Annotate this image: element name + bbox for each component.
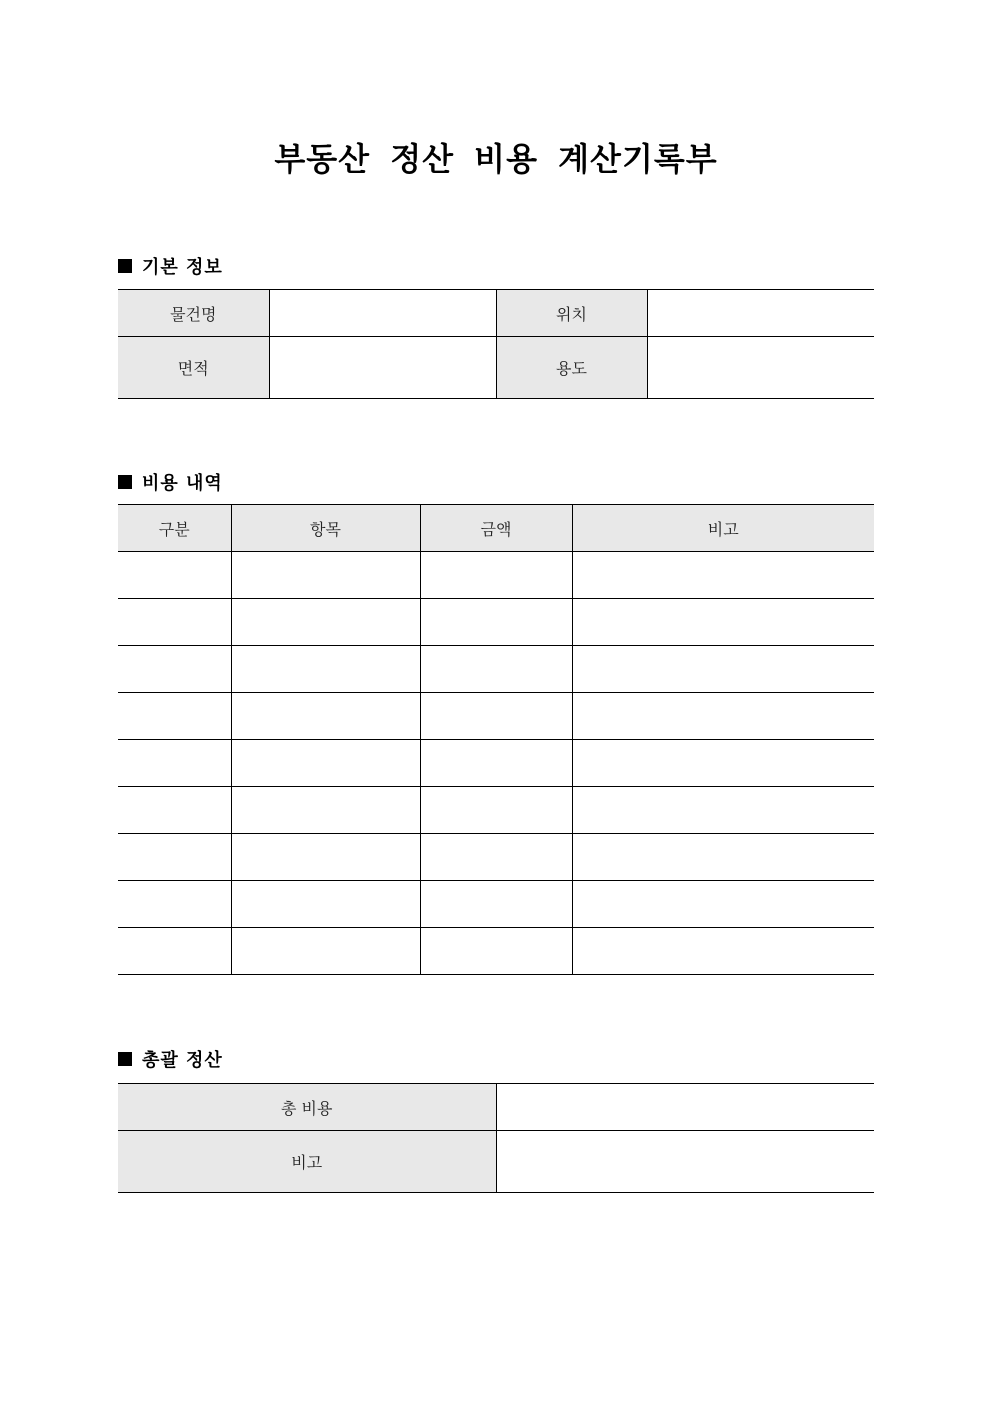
category-cell[interactable] xyxy=(118,740,231,787)
table-row xyxy=(118,881,874,928)
amount-cell[interactable] xyxy=(420,599,572,646)
item-cell[interactable] xyxy=(231,787,420,834)
item-cell[interactable] xyxy=(231,599,420,646)
label-location: 위치 xyxy=(496,290,647,337)
amount-cell[interactable] xyxy=(420,928,572,975)
table-row xyxy=(118,693,874,740)
total-cost-field[interactable] xyxy=(496,1084,874,1131)
table-row xyxy=(118,599,874,646)
label-remarks: 비고 xyxy=(118,1131,496,1193)
usage-field[interactable] xyxy=(647,337,874,399)
item-cell[interactable] xyxy=(231,693,420,740)
label-total-cost: 총 비용 xyxy=(118,1084,496,1131)
table-row xyxy=(118,1084,874,1131)
table-header-row xyxy=(118,505,874,552)
remarks-field[interactable] xyxy=(496,1131,874,1193)
remarks-cell[interactable] xyxy=(572,552,874,599)
category-cell[interactable] xyxy=(118,646,231,693)
remarks-cell[interactable] xyxy=(572,787,874,834)
area-field[interactable] xyxy=(269,337,496,399)
amount-cell[interactable] xyxy=(420,834,572,881)
item-cell[interactable] xyxy=(231,646,420,693)
basic-info-table xyxy=(118,289,874,399)
table-row xyxy=(118,290,874,337)
category-cell[interactable] xyxy=(118,787,231,834)
section-heading-label: 비용 내역 xyxy=(142,473,223,494)
section-heading-label: 기본 정보 xyxy=(142,257,223,278)
label-area: 면적 xyxy=(118,337,269,399)
label-usage: 용도 xyxy=(496,337,647,399)
section-heading-label: 총괄 정산 xyxy=(142,1050,223,1071)
black-square-icon xyxy=(118,1052,132,1066)
item-cell[interactable] xyxy=(231,881,420,928)
table-row xyxy=(118,337,874,399)
label-property-name: 물건명 xyxy=(118,290,269,337)
section-heading-cost-details xyxy=(118,469,223,495)
category-cell[interactable] xyxy=(118,693,231,740)
item-cell[interactable] xyxy=(231,740,420,787)
table-row xyxy=(118,1131,874,1193)
remarks-cell[interactable] xyxy=(572,693,874,740)
property-name-field[interactable] xyxy=(269,290,496,337)
column-header-remarks: 비고 xyxy=(572,505,874,552)
column-header-item: 항목 xyxy=(231,505,420,552)
amount-cell[interactable] xyxy=(420,552,572,599)
amount-cell[interactable] xyxy=(420,787,572,834)
amount-cell[interactable] xyxy=(420,881,572,928)
category-cell[interactable] xyxy=(118,599,231,646)
remarks-cell[interactable] xyxy=(572,740,874,787)
location-field[interactable] xyxy=(647,290,874,337)
amount-cell[interactable] xyxy=(420,740,572,787)
table-row xyxy=(118,928,874,975)
item-cell[interactable] xyxy=(231,928,420,975)
document-title: 부동산 정산 비용 계산기록부 xyxy=(274,140,718,178)
section-heading-summary xyxy=(118,1046,223,1072)
category-cell[interactable] xyxy=(118,834,231,881)
table-row xyxy=(118,646,874,693)
table-row xyxy=(118,787,874,834)
section-heading-basic-info xyxy=(118,253,223,279)
remarks-cell[interactable] xyxy=(572,646,874,693)
item-cell[interactable] xyxy=(231,552,420,599)
black-square-icon xyxy=(118,259,132,273)
remarks-cell[interactable] xyxy=(572,928,874,975)
cost-details-table xyxy=(118,504,874,975)
amount-cell[interactable] xyxy=(420,693,572,740)
column-header-amount: 금액 xyxy=(420,505,572,552)
category-cell[interactable] xyxy=(118,881,231,928)
summary-table xyxy=(118,1083,874,1193)
table-row xyxy=(118,740,874,787)
table-row xyxy=(118,552,874,599)
table-row xyxy=(118,834,874,881)
category-cell[interactable] xyxy=(118,552,231,599)
item-cell[interactable] xyxy=(231,834,420,881)
remarks-cell[interactable] xyxy=(572,599,874,646)
black-square-icon xyxy=(118,475,132,489)
remarks-cell[interactable] xyxy=(572,881,874,928)
category-cell[interactable] xyxy=(118,928,231,975)
amount-cell[interactable] xyxy=(420,646,572,693)
remarks-cell[interactable] xyxy=(572,834,874,881)
column-header-category: 구분 xyxy=(118,505,231,552)
